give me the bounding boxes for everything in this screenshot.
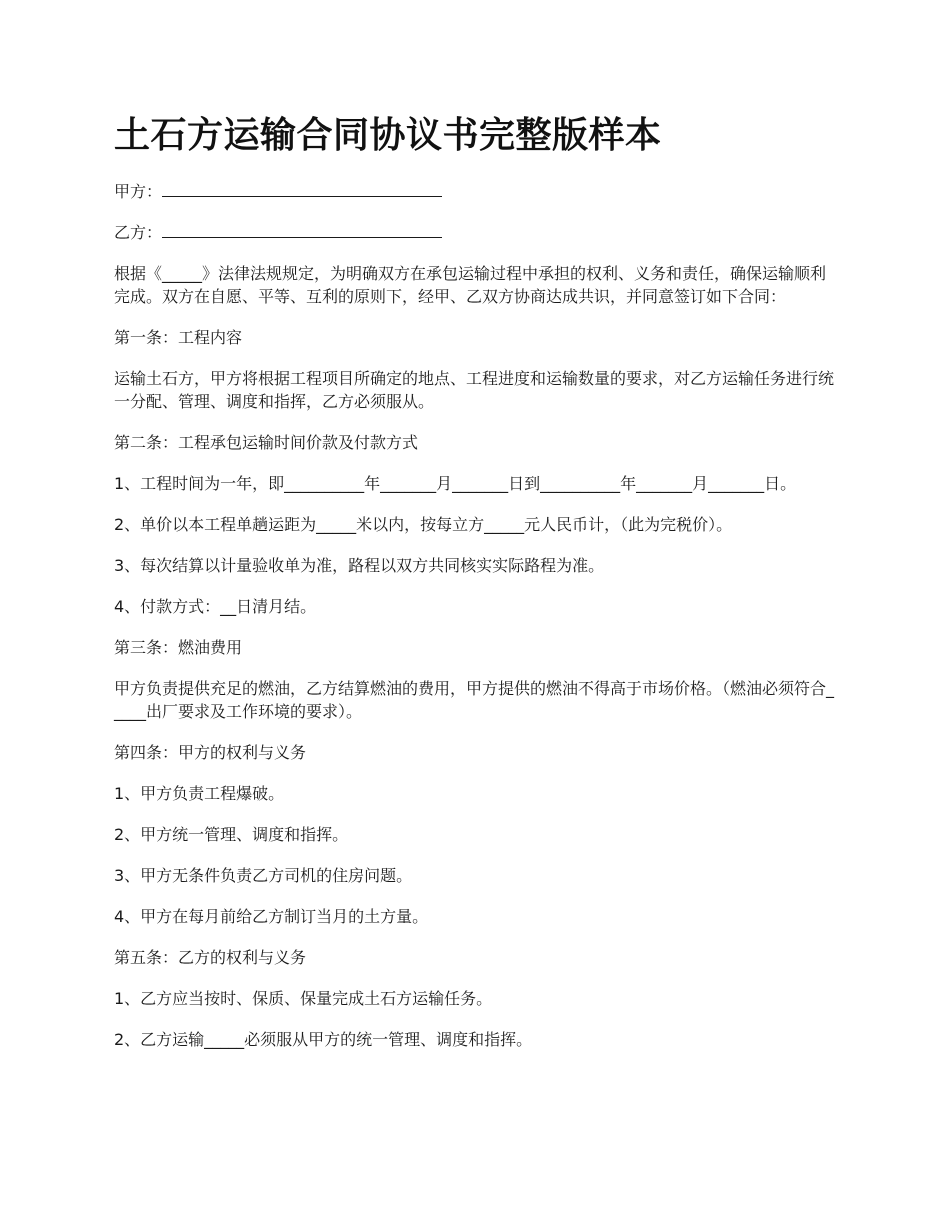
article-3-body: 甲方负责提供充足的燃油，乙方结算燃油的费用，甲方提供的燃油不得高于市场价格。（燃油必须符合_____出厂要求及工作环境的要求）。 — [114, 679, 835, 721]
article-1-heading: 第一条：工程内容 — [114, 328, 243, 347]
party-b-label: 乙方： — [114, 223, 163, 242]
article-5-item-2: 2、乙方运输_____必须服从甲方的统一管理、调度和指挥。 — [114, 1030, 533, 1049]
article-2-item-2: 2、单价以本工程单趟运距为_____米以内，按每立方_____元人民币计，（此为完税价）。 — [114, 515, 733, 534]
article-4-item-3: 3、甲方无条件负责乙方司机的住房问题。 — [114, 866, 413, 885]
article-4-item-4: 4、甲方在每月前给乙方制订当月的土方量。 — [114, 907, 429, 926]
party-a-blank — [162, 182, 442, 197]
party-b-line — [114, 221, 840, 244]
party-a-label: 甲方： — [114, 182, 163, 201]
party-b-blank — [162, 223, 442, 238]
article-2-heading: 第二条：工程承包运输时间价款及付款方式 — [114, 433, 419, 452]
intro-paragraph: 根据《_____》法律法规规定，为明确双方在承包运输过程中承担的权利、义务和责任，确保运输顺利完成。双方在自愿、平等、互利的原则下，经甲、乙双方协商达成共识，并同意签订如下合同： — [114, 264, 827, 306]
party-a-line — [114, 180, 840, 203]
document-page — [114, 108, 840, 1069]
article-4-item-1: 1、甲方负责工程爆破。 — [114, 784, 285, 803]
article-5-heading: 第五条：乙方的权利与义务 — [114, 948, 307, 967]
article-5-item-1: 1、乙方应当按时、保质、保量完成土石方运输任务。 — [114, 989, 493, 1008]
article-4-heading: 第四条：甲方的权利与义务 — [114, 743, 307, 762]
article-3-heading: 第三条：燃油费用 — [114, 638, 243, 657]
article-2-item-3: 3、每次结算以计量验收单为准，路程以双方共同核实实际路程为准。 — [114, 556, 605, 575]
article-1-body: 运输土石方，甲方将根据工程项目所确定的地点、工程进度和运输数量的要求，对乙方运输任务进行统一分配、管理、调度和指挥，乙方必须服从。 — [114, 369, 835, 411]
article-2-item-1: 1、工程时间为一年，即__________年_______月_______日到__________年_______月_______日。 — [114, 474, 797, 493]
article-4-item-2: 2、甲方统一管理、调度和指挥。 — [114, 825, 349, 844]
document-title: 土石方运输合同协议书完整版样本 — [114, 115, 662, 156]
article-2-item-4: 4、付款方式：__日清月结。 — [114, 597, 317, 616]
